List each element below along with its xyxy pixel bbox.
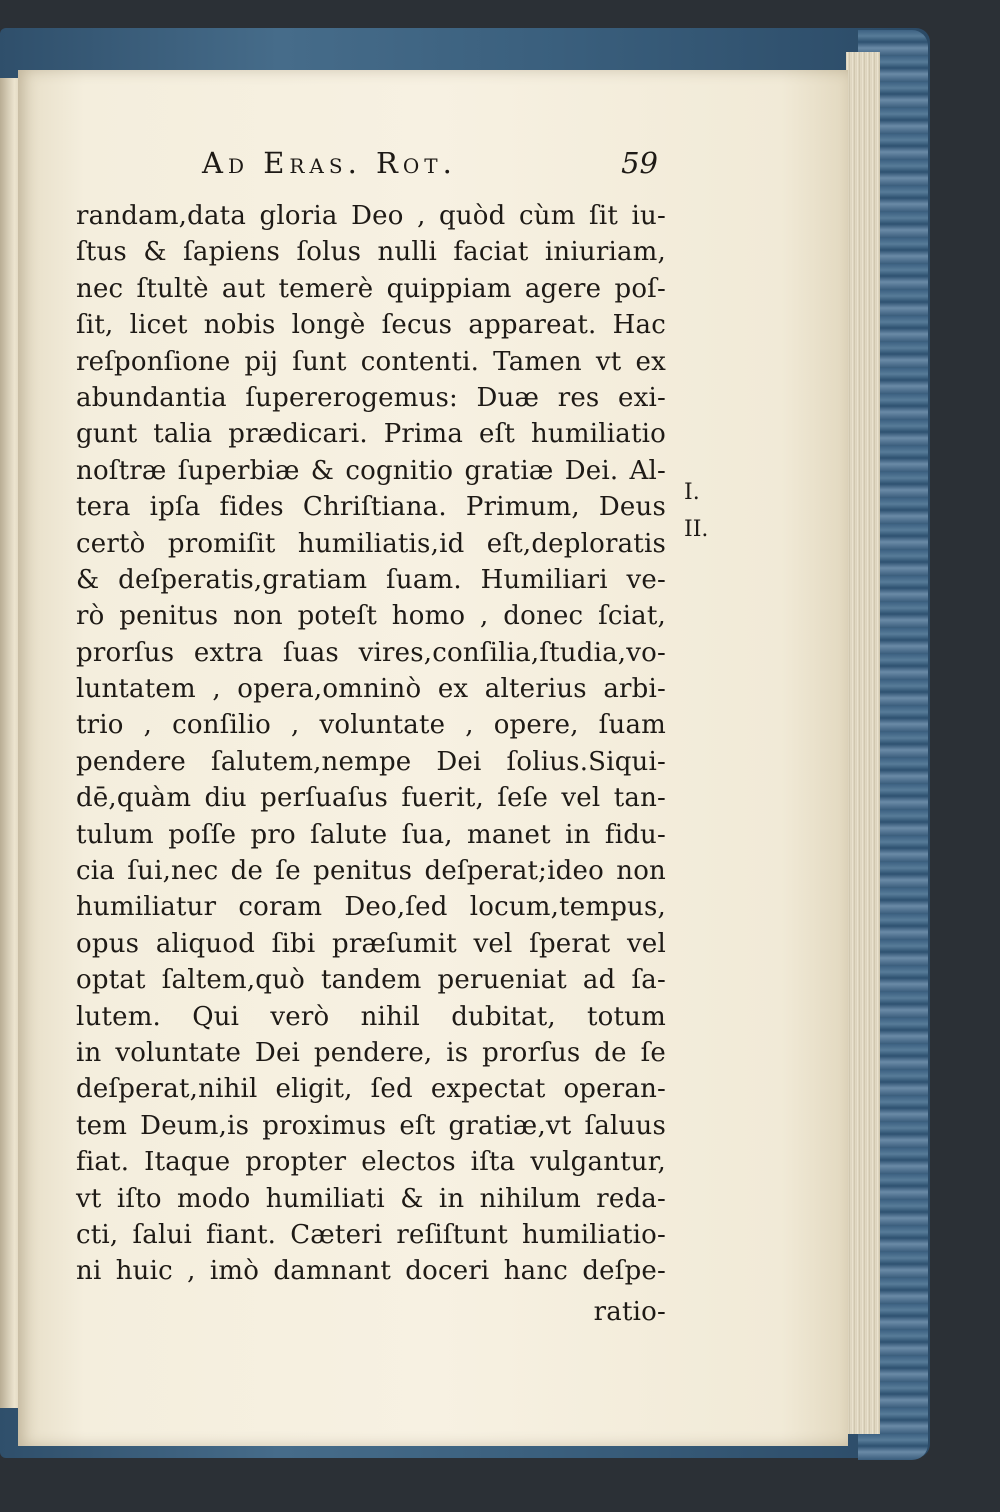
text-line: vt iſto modo humiliati & in nihilum reda- [76, 1183, 666, 1214]
text-line: tem Deum,is proximus eſt gratiæ,vt ſaluus [76, 1110, 666, 1141]
text-line: & deſperatis,gratiam ſuam. Humiliari ve- [76, 564, 666, 595]
text-line: cia ſui,nec de ſe penitus deſperat;ideo non [76, 856, 666, 887]
running-header [76, 146, 666, 198]
text-line: deſperat,nihil eligit, ſed expectat operan- [76, 1074, 666, 1105]
body-text [76, 198, 666, 1290]
catchword: ratio- [593, 1296, 666, 1327]
text-line: fiat. Itaque propter electos iſta vulgantur, [76, 1147, 666, 1178]
running-title: Ad Eras. Rot. [202, 146, 457, 180]
text-line: noſtræ ſuperbiæ & cognitio gratiæ Dei. Al- [76, 455, 666, 486]
marginal-note-first: I. [684, 480, 700, 505]
marginal-note-second: II. [684, 517, 709, 542]
page-number: 59 [621, 146, 658, 180]
text-line: cti, ſalui fiant. Cæteri reſiſtunt humiliatio- [76, 1219, 666, 1250]
text-line: ſit, licet nobis longè ſecus appareat. Hac [76, 310, 666, 341]
text-line: lutem. Qui verò nihil dubitat, totum [76, 1001, 666, 1032]
text-line: ni huic , imò damnant doceri hanc deſpe- [76, 1256, 666, 1287]
text-line: opus aliquod ſibi præſumit vel ſperat vel [76, 928, 666, 959]
text-line: nec ſtultè aut temerè quippiam agere poſ- [76, 273, 666, 304]
text-line: pendere ſalutem,nempe Dei ſolius.Siqui- [76, 746, 666, 777]
text-line: gunt talia prædicari. Prima eſt humiliatio [76, 419, 666, 450]
text-line: randam,data gloria Deo , quòd cùm ſit iu- [76, 201, 666, 231]
text-line: dē,quàm diu perſuaſus fuerit, ſeſe vel tan- [76, 783, 666, 814]
text-line: certò promiſit humiliatis,id eſt,deploratis [76, 528, 666, 559]
text-line: tera ipſa fides Chriſtiana. Primum, Deus [76, 492, 666, 523]
text-line: abundantia ſupererogemus: Duæ res exi- [76, 382, 666, 413]
book-page [18, 70, 848, 1446]
text-line: luntatem , opera,omninò ex alterius arbi- [76, 674, 666, 705]
text-line: tulum poſſe pro ſalute ſua, manet in fidu- [76, 819, 666, 850]
text-line: humiliatur coram Deo,ſed locum,tempus, [76, 892, 666, 923]
text-line: reſponſione pij ſunt contenti. Tamen vt ex [76, 346, 666, 377]
text-line: rò penitus non poteſt homo , donec ſciat, [76, 601, 666, 632]
text-line: prorſus extra ſuas vires,conſilia,ſtudia,vo- [76, 637, 666, 668]
text-line: in voluntate Dei pendere, is prorſus de ſe [76, 1037, 666, 1068]
page-text-block [76, 146, 666, 1330]
text-line: trio , conſilio , voluntate , opere, ſuam [76, 710, 666, 741]
text-line: ſtus & ſapiens ſolus nulli faciat iniuriam, [76, 237, 666, 268]
text-line: optat ſaltem,quò tandem perueniat ad ſa- [76, 965, 666, 996]
page-edges [846, 52, 880, 1434]
